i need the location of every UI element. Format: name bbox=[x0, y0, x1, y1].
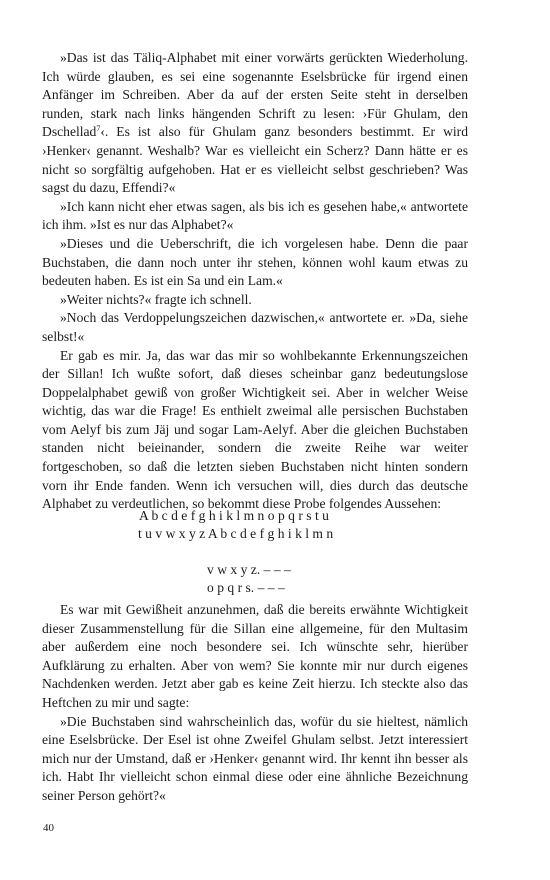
paragraph-4: »Weiter nichts?« fragte ich schnell. bbox=[60, 291, 252, 307]
alphabet-row-1: A b c d e f g h i k l m n o p q r s t u bbox=[139, 508, 329, 523]
text-block-upper bbox=[42, 49, 468, 514]
paragraph-1-continuation: ‹. Es ist also für Ghulam ganz besonders bestimmt. Er wird ›Henker‹ genannt. Weshalb? War es vielleicht ein Scherz? Dann hätte er es nicht so sorgfältig aufgehoben. Hat er es vielleicht selbst geschrieben? Was sagst du dazu, Effendi?« bbox=[42, 124, 468, 196]
paragraph-3: »Dieses und die Ueberschrift, die ich vorgelesen habe. Denn die paar Buchstaben, die dann noch unter ihr stehen, können wohl kaum etwas zu bedeuten haben. Es ist ein Sa und ein Lam.« bbox=[42, 235, 468, 289]
paragraph-2: »Ich kann nicht eher etwas sagen, als bis ich es gesehen habe,« antwortete ich ihm. »Ist es nur das Alphabet?« bbox=[42, 198, 468, 233]
paragraph-6: Er gab es mir. Ja, das war das mir so wohlbekannte Erkennungszeichen der Sillan! Ich wußte sofort, daß dieses scheinbar ganz bedeutungslose Doppelalphabet gewiß von großer Wichtigkeit sei. Aber in welcher Weise wichtig, das war die Frage! Es enthielt zweimal alle persischen Buchstaben vom Aelyf bis zum Jäj und sogar Lam-Aelyf. Aber die gleichen Buchstaben standen nicht beieinander, sondern die zweite Reihe war weiter fortgeschoben, so daß die letzten sieben Buchstaben nicht hinten sondern vorn ihr Ende fanden. Wenn ich versuchen will, dies durch das deutsche Alphabet zu verdeutlichen, so bekommt diese Probe folgendes Aussehen: bbox=[42, 347, 468, 512]
alphabet-row-3: v w x y z. – – – bbox=[207, 562, 291, 577]
footnote-marker[interactable]: 7 bbox=[96, 124, 101, 134]
paragraph-1-text: »Das ist das Täliq-Alphabet mit einer vorwärts gerückten Wiederholung. Ich würde glauben, es sei eine sogenannte Eselsbrücke für irgend einen Anfänger im Schreiben. Aber da auf der ersten Seite steht in derselben runden, stark nach links hängenden Schrift zu lesen: ›Für Ghulam, den Dschellad bbox=[42, 50, 468, 140]
alphabet-row-2: t u v w x y z A b c d e f g h i k l m n bbox=[138, 526, 334, 541]
paragraph-7: Es war mit Gewißheit anzunehmen, daß die bereits erwähnte Wichtigkeit dieser Zusammenstellung für die Sillan eine allgemeine, für den Multasim aber außerdem eine noch besondere sei. Ich wünschte sehr, hierüber Aufklärung zu erhalten. Aber von wem? Sie konnte mir nur durch eigenes Nachdenken werden. Jetzt aber gab es keine Zeit hierzu. Ich steckte also das Heftchen zu mir und sagte: bbox=[42, 602, 468, 710]
page-number: 40 bbox=[43, 822, 54, 834]
alphabet-row-4: o p q r s. – – – bbox=[207, 580, 285, 595]
text-block-lower bbox=[42, 601, 468, 806]
paragraph-1 bbox=[42, 49, 468, 198]
paragraph-5: »Noch das Verdoppelungszeichen dazwischen,« antwortete er. »Da, siehe selbst!« bbox=[42, 310, 468, 344]
paragraph-8: »Die Buchstaben sind wahrscheinlich das, wofür du sie hieltest, nämlich eine Eselsbrücke. Der Esel ist ohne Zweifel Ghulam selbst. Jetzt interessiert mich nur der Umstand, daß er ›Henker‹ genannt wird. Ihr kennt ihn besser als ich. Habt Ihr vielleicht schon einmal diese oder eine ähnliche Bezeichnung seiner Person gehört?« bbox=[42, 713, 468, 803]
